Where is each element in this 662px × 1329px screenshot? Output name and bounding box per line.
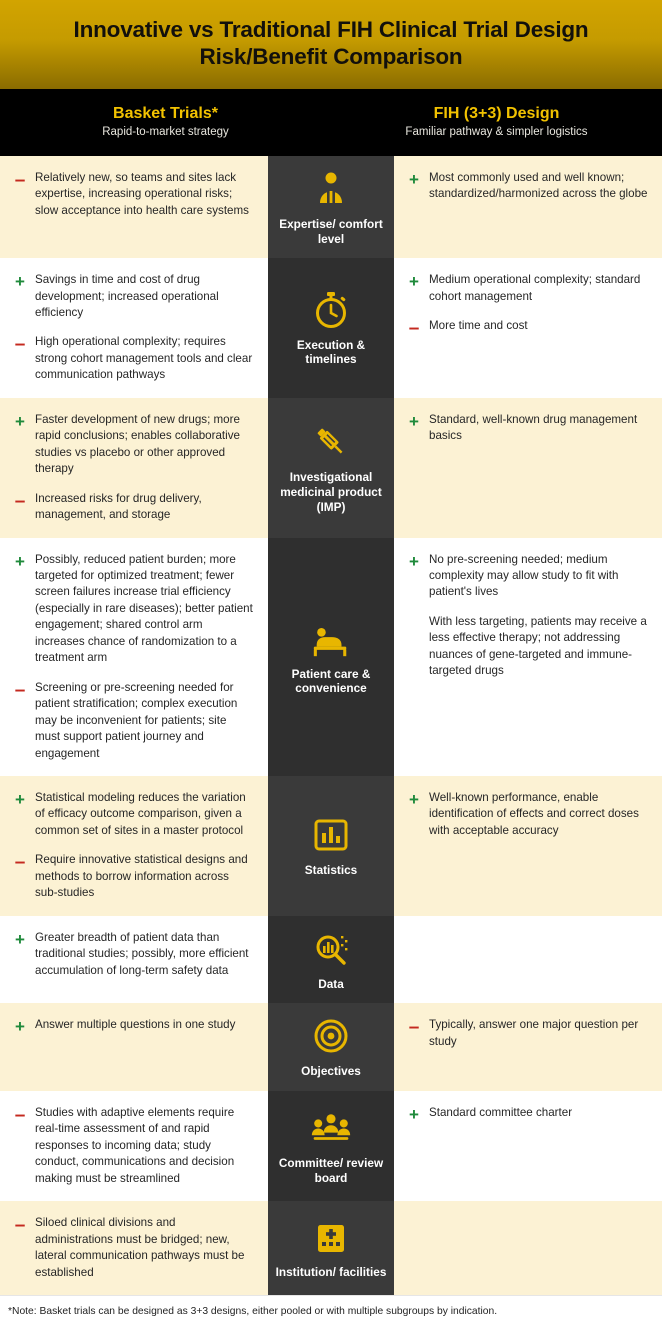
basket-trials-cell — [0, 1091, 268, 1201]
fih-design-cell — [394, 538, 662, 776]
comparison-point — [12, 790, 254, 839]
comparison-point — [12, 930, 254, 979]
point-text: Screening or pre-screening needed for patient stratification; complex execution may be inconvenient for patients; site must support patient journey and engagement — [35, 680, 238, 760]
basket-trials-cell — [0, 1201, 268, 1295]
basket-trials-cell — [0, 258, 268, 398]
plus-icon: + — [15, 790, 25, 809]
basket-trials-cell — [0, 916, 268, 1004]
fih-design-cell — [394, 398, 662, 538]
data-magnifier-icon — [310, 928, 352, 970]
comparison-point — [406, 170, 648, 203]
minus-icon: – — [14, 169, 26, 191]
point-text: Studies with adaptive elements require real-time assessment of and rapid responses to incoming data; study conduct, communications and decision making must be streamlined — [35, 1105, 235, 1185]
point-text: Statistical modeling reduces the variation of efficacy outcome comparison, given a common set of sites in a master protocol — [35, 791, 246, 837]
category-cell — [268, 398, 394, 538]
point-text: High operational complexity; requires strong cohort management tools and clear communication pathways — [35, 335, 253, 382]
stopwatch-icon — [310, 289, 352, 331]
plus-icon: + — [15, 551, 25, 571]
category-label: Objectives — [301, 1064, 361, 1079]
category-label: Statistics — [304, 863, 358, 878]
comparison-point — [406, 412, 648, 445]
comparison-point — [406, 272, 648, 305]
point-text: Well-known performance, enable identification of effects and correct doses with acceptable accuracy — [429, 791, 639, 837]
comparison-point — [12, 1215, 254, 1281]
comparison-point — [12, 852, 254, 901]
plus-icon: + — [409, 551, 419, 571]
plus-icon: + — [15, 1017, 25, 1037]
comparison-point — [12, 680, 254, 762]
fih-design-cell — [394, 156, 662, 258]
patient-bed-icon — [310, 618, 352, 660]
point-text: Answer multiple questions in one study — [35, 1018, 236, 1032]
category-label: Patient care & convenience — [291, 666, 371, 696]
header-basket-trials — [0, 105, 331, 138]
category-cell — [268, 776, 394, 916]
minus-icon: – — [408, 1017, 420, 1039]
point-text: Typically, answer one major question per study — [429, 1018, 639, 1048]
point-text: Savings in time and cost of drug development; increased operational efficiency — [35, 273, 219, 320]
basket-trials-cell — [0, 1003, 268, 1091]
fih-design-cell — [394, 1201, 662, 1295]
title-banner — [0, 0, 662, 89]
comparison-point — [12, 491, 254, 524]
comparison-row — [0, 538, 662, 776]
point-text: Relatively new, so teams and sites lack expertise, increasing operational risks; slow acceptance into health care systems — [35, 170, 249, 217]
category-label: Institution/ facilities — [275, 1265, 387, 1280]
comparison-grid — [0, 156, 662, 1295]
comparison-point — [12, 412, 254, 478]
plus-icon: + — [409, 411, 419, 431]
minus-icon: – — [408, 318, 420, 340]
page-title: Innovative vs Traditional FIH Clinical Trial Design Risk/Benefit Comparison — [73, 17, 589, 70]
hospital-building-icon — [310, 1216, 352, 1258]
header-left-title: Basket Trials* — [113, 104, 218, 122]
syringe-icon — [310, 421, 352, 463]
plus-icon: + — [409, 790, 419, 809]
minus-icon: – — [14, 852, 26, 874]
point-text: More time and cost — [429, 319, 528, 333]
comparison-row — [0, 1003, 662, 1091]
point-text: Require innovative statistical designs and methods to borrow information across sub-studies — [35, 853, 248, 900]
comparison-row — [0, 916, 662, 1004]
bar-chart-icon — [310, 814, 352, 856]
minus-icon: – — [14, 679, 26, 701]
footnote: *Note: Basket trials can be designed as 3+3 designs, either pooled or with multiple subgroups by indication. — [0, 1295, 662, 1329]
header-fih-design — [331, 105, 662, 138]
comparison-point — [12, 170, 254, 219]
point-text: Siloed clinical divisions and administrations must be bridged; new, lateral communication pathways must be established — [35, 1216, 245, 1279]
comparison-point — [12, 272, 254, 321]
point-text: Greater breadth of patient data than traditional studies; possibly, more efficient accumulation of long-term safety data — [35, 930, 249, 977]
fih-design-cell — [394, 258, 662, 398]
category-cell — [268, 1003, 394, 1091]
category-cell — [268, 156, 394, 258]
person-expert-icon — [310, 168, 352, 210]
basket-trials-cell — [0, 398, 268, 538]
plus-icon: + — [409, 1104, 419, 1124]
fih-design-cell — [394, 1091, 662, 1201]
category-label: Committee/ review board — [278, 1155, 384, 1185]
header-right-subtitle: Familiar pathway & simpler logistics — [405, 125, 588, 138]
comparison-row — [0, 398, 662, 538]
minus-icon: – — [14, 334, 26, 356]
comparison-point — [12, 334, 254, 383]
point-text: Most commonly used and well known; standardized/harmonized across the globe — [429, 170, 648, 201]
comparison-row — [0, 156, 662, 258]
point-text: With less targeting, patients may receive a less effective therapy; not addressing nuances of gene-targeted and immune-targeted drugs — [429, 614, 647, 678]
minus-icon: – — [14, 1104, 26, 1126]
minus-icon: – — [14, 1215, 26, 1237]
comparison-point — [406, 318, 648, 338]
category-label: Data — [318, 976, 344, 991]
comparison-point — [12, 1017, 254, 1035]
fih-design-cell — [394, 916, 662, 1004]
comparison-row — [0, 1091, 662, 1201]
point-text: Medium operational complexity; standard cohort management — [429, 273, 641, 303]
column-headers — [0, 89, 662, 156]
category-label: Expertise/ comfort level — [279, 216, 383, 246]
comparison-point — [12, 1105, 254, 1187]
comparison-point — [12, 552, 254, 667]
comparison-point — [406, 1105, 648, 1123]
comparison-point — [406, 614, 648, 680]
fih-design-cell — [394, 776, 662, 916]
plus-icon: + — [15, 929, 25, 949]
basket-trials-cell — [0, 538, 268, 776]
plus-icon: + — [15, 272, 25, 292]
category-cell — [268, 258, 394, 398]
comparison-point — [406, 552, 648, 601]
category-cell — [268, 1201, 394, 1295]
point-text: Faster development of new drugs; more rapid conclusions; enables collaborative studies vs placebo or other approved therapy — [35, 412, 240, 476]
category-cell — [268, 1091, 394, 1201]
comparison-row — [0, 776, 662, 916]
category-label: Execution & timelines — [296, 337, 366, 367]
plus-icon: + — [409, 169, 419, 189]
category-cell — [268, 538, 394, 776]
header-right-title: FIH (3+3) Design — [433, 104, 560, 122]
minus-icon: – — [14, 490, 26, 512]
committee-people-icon — [310, 1107, 352, 1149]
point-text: Standard, well-known drug management basics — [429, 412, 638, 443]
point-text: Standard committee charter — [429, 1105, 573, 1119]
target-icon — [310, 1015, 352, 1057]
category-label: Investigational medicinal product (IMP) — [280, 470, 382, 514]
plus-icon: + — [409, 272, 419, 292]
point-text: Possibly, reduced patient burden; more targeted for optimized treatment; fewer screen failures increase trial efficiency (especially in rare diseases); better patient engagement; shared control arm increases chance of randomization to a treatment arm — [35, 552, 253, 665]
category-cell — [268, 916, 394, 1004]
point-text: No pre-screening needed; medium complexity may allow study to fit with patient's lives — [429, 552, 619, 599]
basket-trials-cell — [0, 156, 268, 258]
plus-icon: + — [15, 411, 25, 431]
basket-trials-cell — [0, 776, 268, 916]
header-left-subtitle: Rapid-to-market strategy — [102, 125, 229, 138]
comparison-row — [0, 1201, 662, 1295]
comparison-point — [406, 790, 648, 839]
point-text: Increased risks for drug delivery, management, and storage — [35, 491, 202, 522]
fih-design-cell — [394, 1003, 662, 1091]
comparison-point — [406, 1017, 648, 1050]
comparison-row — [0, 258, 662, 398]
